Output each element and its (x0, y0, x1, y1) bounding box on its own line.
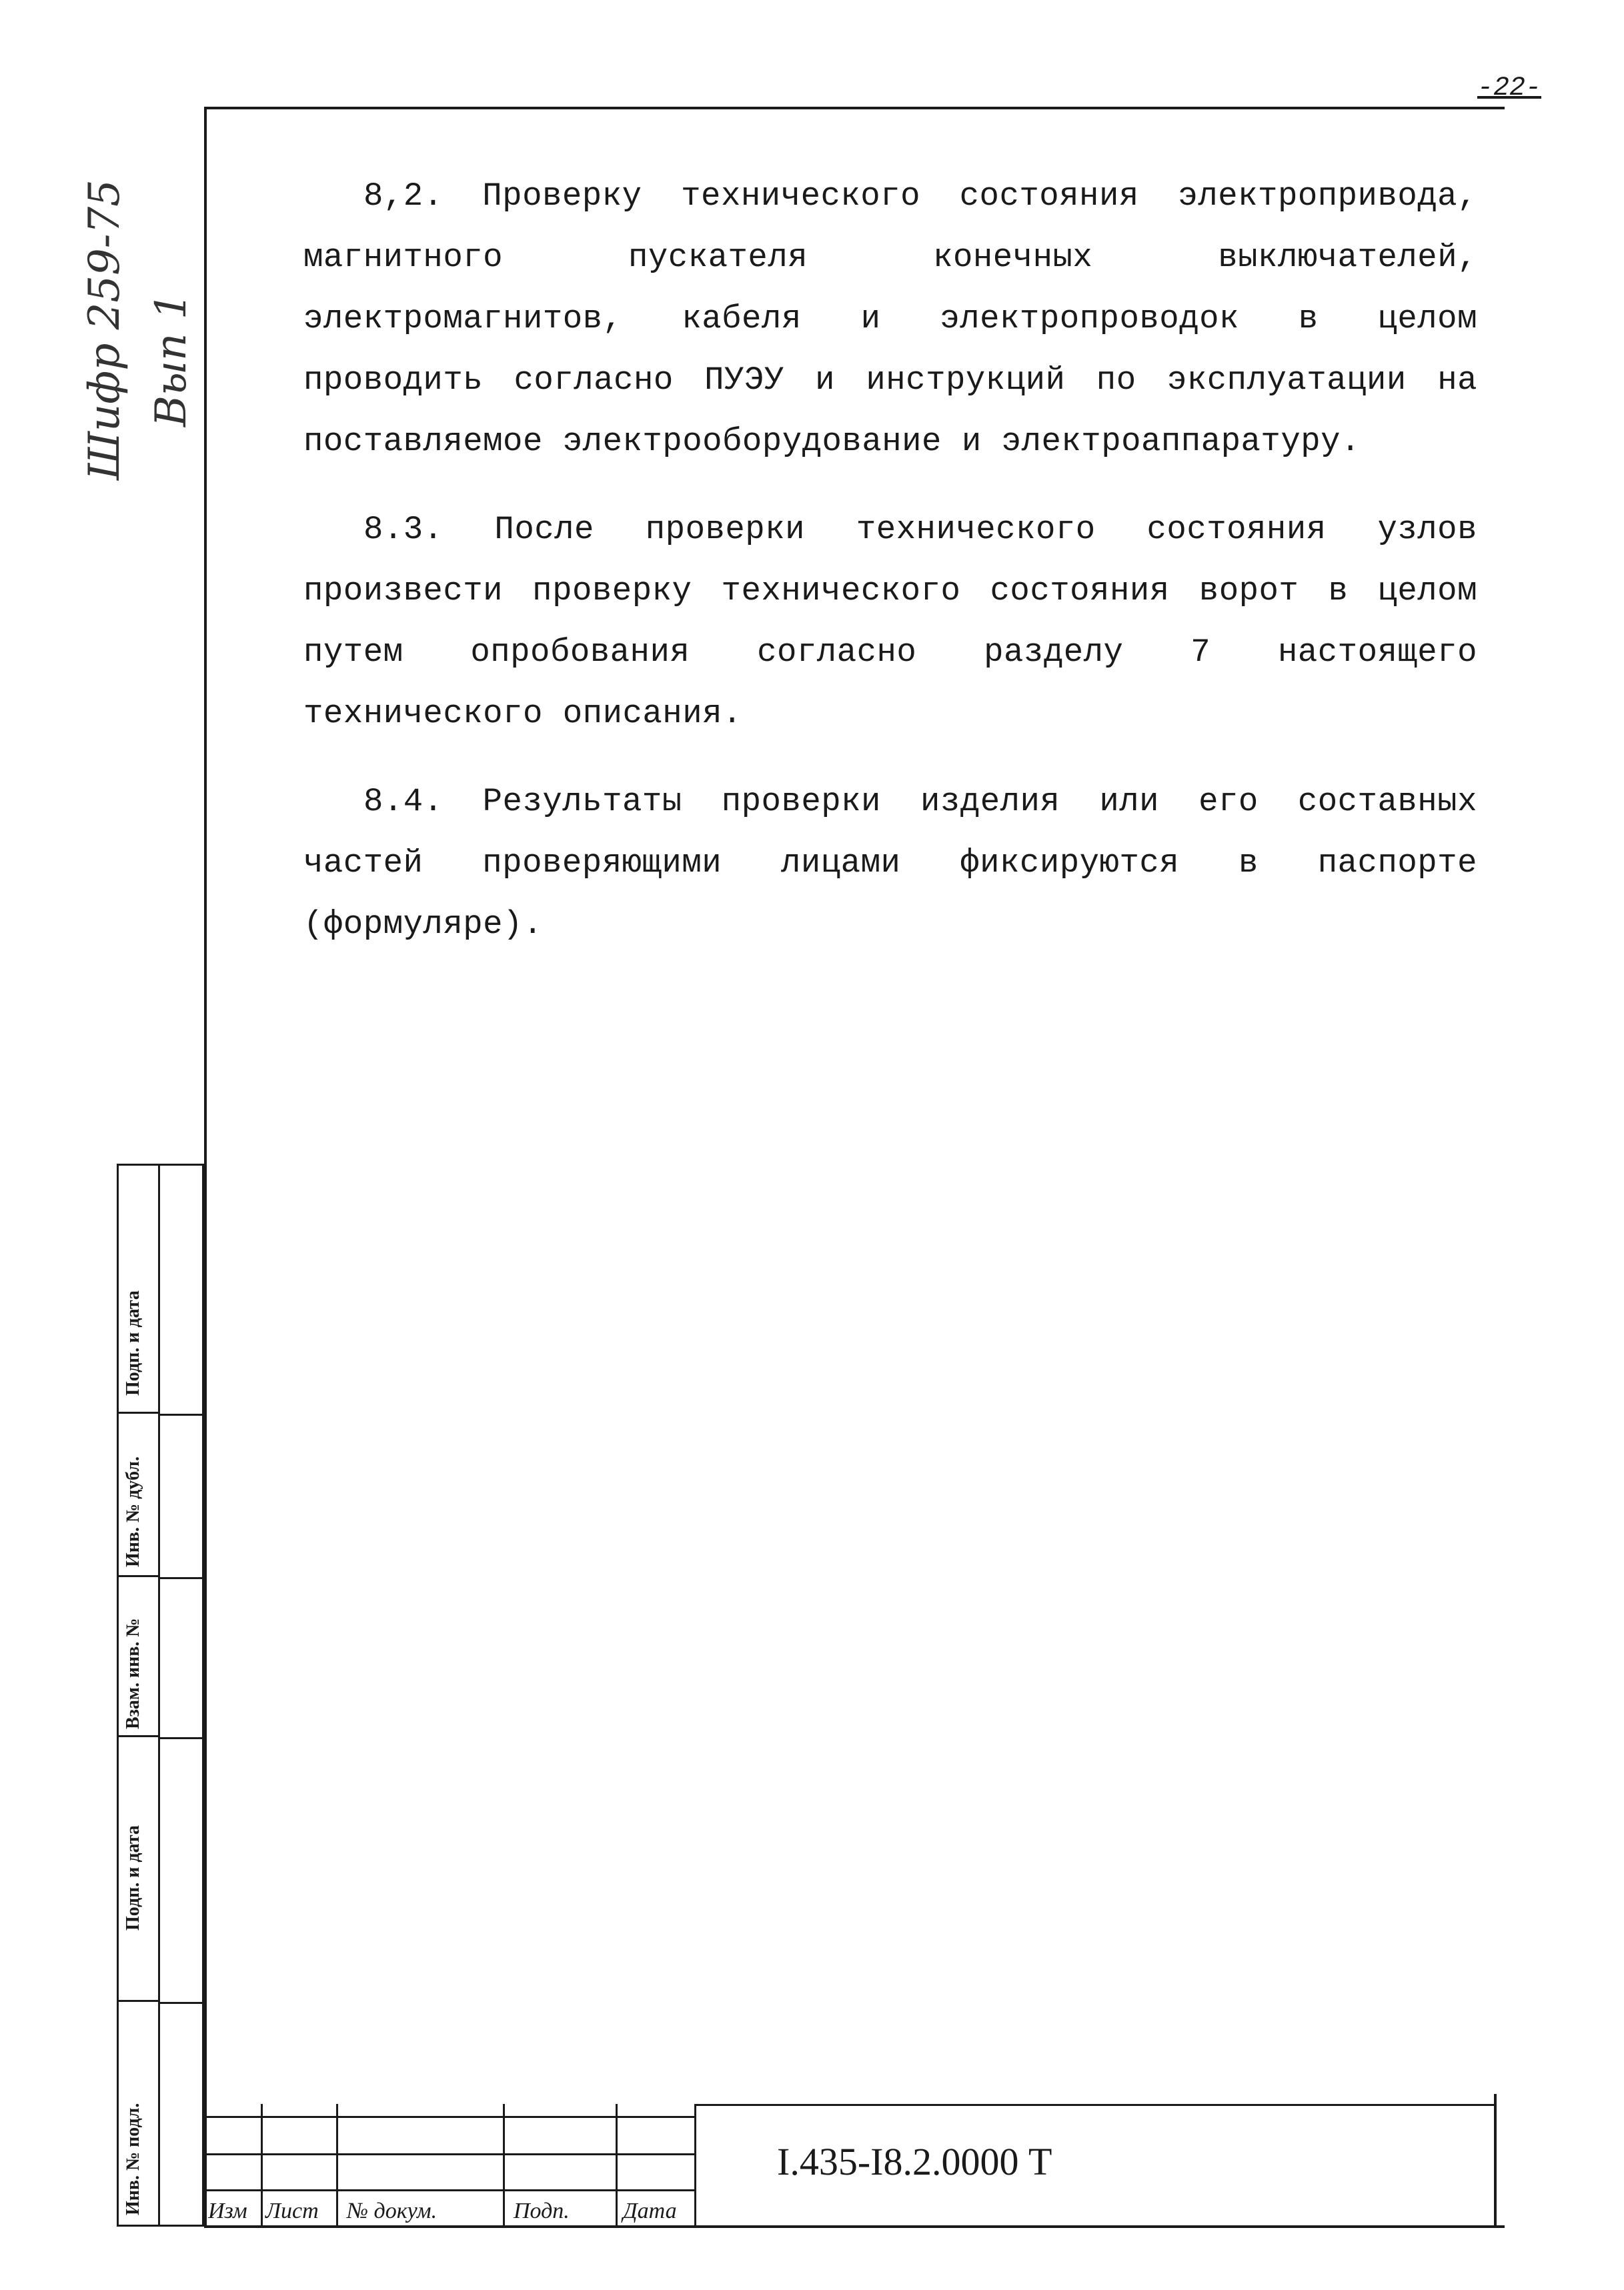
tb-col-line-3 (503, 2104, 505, 2227)
side-divider-2 (160, 1577, 204, 1579)
side-label-orig-inv: Инв. № подл. (123, 2103, 143, 2215)
paragraph-8-4: 8.4. Результаты проверки изделия или его составных частей проверяющими лицами фиксируются в паспорте (формуляре). (303, 783, 1477, 943)
side-stamp-label-column (119, 1166, 160, 2225)
side-cell-1 (119, 1166, 160, 1414)
tb-row-line-1 (204, 2116, 694, 2118)
tb-row-line-3 (204, 2189, 694, 2191)
side-label-sign-date: Подп. и дата (123, 1290, 143, 1396)
side-cell-3 (119, 1577, 160, 1737)
frame-right-line (1494, 2094, 1497, 2227)
side-cell-2 (119, 1414, 160, 1577)
tb-label-change: Изм (208, 2199, 247, 2223)
frame-top-line (204, 107, 1505, 109)
side-label-dup-inv: Инв. № дубл. (123, 1456, 143, 1567)
tb-row-line-2 (204, 2153, 694, 2155)
tb-label-signature: Подп. (514, 2199, 570, 2223)
side-divider-3 (160, 1737, 204, 1739)
tb-col-line-2 (336, 2104, 338, 2227)
side-label-replace-inv: Взам. инв. № (123, 1618, 143, 1729)
side-divider-4 (160, 2002, 204, 2004)
tb-col-line-4 (616, 2104, 618, 2227)
handwritten-cipher: Шифр 259-75 (80, 179, 129, 480)
side-cell-5 (119, 2002, 160, 2229)
document-body (303, 165, 1477, 955)
tb-label-sheet: Лист (265, 2199, 319, 2223)
tb-label-date: Дата (623, 2199, 677, 2223)
side-divider-1 (160, 1414, 204, 1416)
title-block-grid (204, 2104, 694, 2227)
side-stamp (117, 1164, 204, 2227)
paragraph-8-2: 8,2. Проверку технического состояния электропривода, магнитного пускателя конечных выключателей, электромагнитов, кабеля и электропроводок в целом проводить согласно ПУЭУ и инструкций по эксплуатации на поставляемое электрооборудование и электроаппаратуру. (303, 177, 1477, 460)
handwritten-issue: Вып 1 (147, 292, 196, 427)
tb-col-line-1 (261, 2104, 263, 2227)
side-cell-4 (119, 1737, 160, 2002)
tb-label-doc-number: № докум. (347, 2199, 438, 2223)
paragraph-8-3: 8.3. После проверки технического состояния узлов произвести проверку технического состояния ворот в целом путем опробования согласно разделу 7 настоящего технического описания. (303, 511, 1477, 732)
frame-left-line (204, 107, 207, 2227)
document-code: I.435-I8.2.0000 Т (777, 2140, 1052, 2183)
page-number: -22- (1477, 73, 1542, 103)
side-label-sign-date-2: Подп. и дата (123, 1825, 143, 1931)
